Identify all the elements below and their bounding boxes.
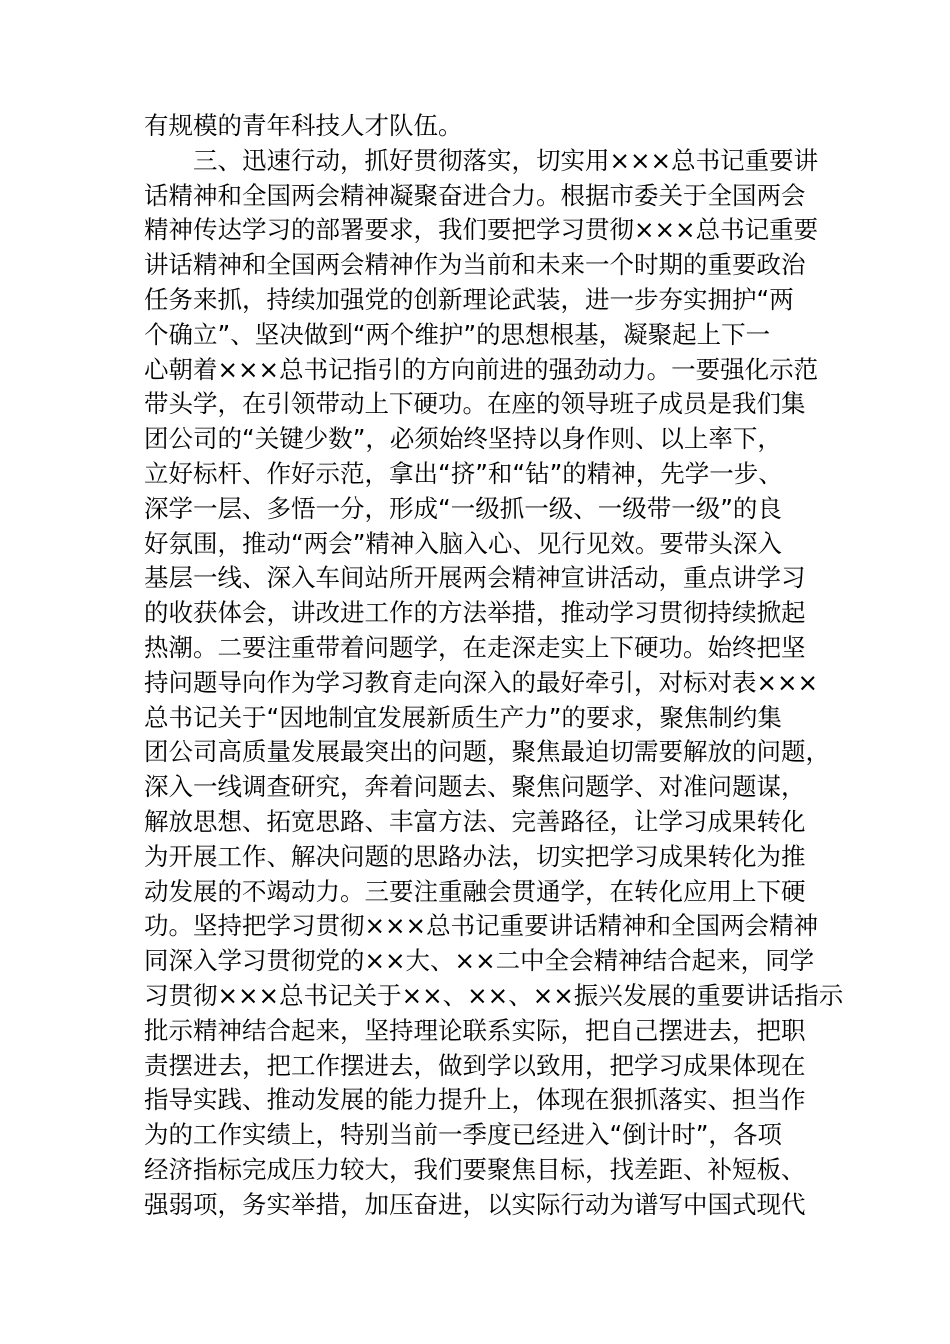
text-line: 基层一线、深入车间站所开展两会精神宣讲活动，重点讲学习 (144, 563, 806, 593)
text-line: 好氛围，推动“两会”精神入脑入心、见行见效。要带头深入 (144, 528, 782, 558)
text-line: 带头学，在引领带动上下硬功。在座的领导班子成员是我们集 (144, 389, 806, 419)
text-line: 强弱项，务实举措，加压奋进，以实际行动为谱写中国式现代 (144, 1189, 806, 1219)
text-line: 深学一层、多悟一分，形成“一级抓一级、一级带一级”的良 (144, 493, 782, 523)
text-line: 有规模的青年科技人才队伍。 (144, 111, 463, 140)
text-line: 为开展工作、解决问题的思路办法，切实把学习成果转化为推 (144, 841, 806, 871)
text-line: 功。坚持把学习贯彻×××总书记重要讲话精神和全国两会精神 (144, 911, 819, 941)
text-line: 批示精神结合起来，坚持理论联系实际，把自己摆进去，把职 (144, 1015, 806, 1045)
text-line: 热潮。二要注重带着问题学，在走深走实上下硬功。始终把坚 (144, 632, 806, 662)
text-line: 任务来抓，持续加强党的创新理论武装，进一步夯实拥护“两 (144, 284, 794, 314)
text-line: 解放思想、拓宽思路、丰富方法、完善路径，让学习成果转化 (144, 806, 806, 836)
text-line: 持问题导向作为学习教育走向深入的最好牵引，对标对表××× (144, 667, 819, 697)
text-line: 的收获体会，讲改进工作的方法举措，推动学习贯彻持续掀起 (144, 598, 806, 628)
text-line: 同深入学习贯彻党的××大、××二中全会精神结合起来，同学 (144, 946, 815, 976)
text-line: 个确立”、坚决做到“两个维护”的思想根基，凝聚起上下一 (144, 319, 771, 349)
text-line: 讲话精神和全国两会精神作为当前和未来一个时期的重要政治 (144, 250, 806, 280)
text-line: 深入一线调查研究，奔着问题去、聚焦问题学、对准问题谋， (144, 772, 806, 802)
text-line: 总书记关于“因地制宜发展新质生产力”的要求，聚焦制约集 (144, 702, 782, 732)
text-line: 心朝着×××总书记指引的方向前进的强劲动力。一要强化示范 (144, 354, 819, 384)
text-line: 立好标杆、作好示范，拿出“挤”和“钻”的精神，先学一步、 (144, 458, 783, 488)
document-body-text (144, 109, 844, 1223)
text-line: 团公司的“关键少数”，必须始终坚持以身作则、以上率下， (144, 424, 782, 454)
text-line: 动发展的不竭动力。三要注重融会贯通学，在转化应用上下硬 (144, 876, 806, 906)
text-line: 三、迅速行动，抓好贯彻落实，切实用×××总书记重要讲 (144, 145, 819, 175)
text-line: 习贯彻×××总书记关于××、××、××振兴发展的重要讲话指示 (144, 980, 844, 1010)
text-line: 话精神和全国两会精神凝聚奋进合力。根据市委关于全国两会 (144, 180, 806, 210)
text-line: 为的工作实绩上，特别当前一季度已经进入“倒计时”，各项 (144, 1120, 782, 1150)
text-line: 经济指标完成压力较大，我们要聚焦目标，找差距、补短板、 (144, 1154, 806, 1184)
text-line: 指导实践、推动发展的能力提升上，体现在狠抓落实、担当作 (144, 1085, 806, 1115)
text-line: 精神传达学习的部署要求，我们要把学习贯彻×××总书记重要 (144, 215, 819, 245)
text-line: 责摆进去，把工作摆进去，做到学以致用，把学习成果体现在 (144, 1050, 806, 1080)
text-line: 团公司高质量发展最突出的问题，聚焦最迫切需要解放的问题， (144, 737, 830, 767)
